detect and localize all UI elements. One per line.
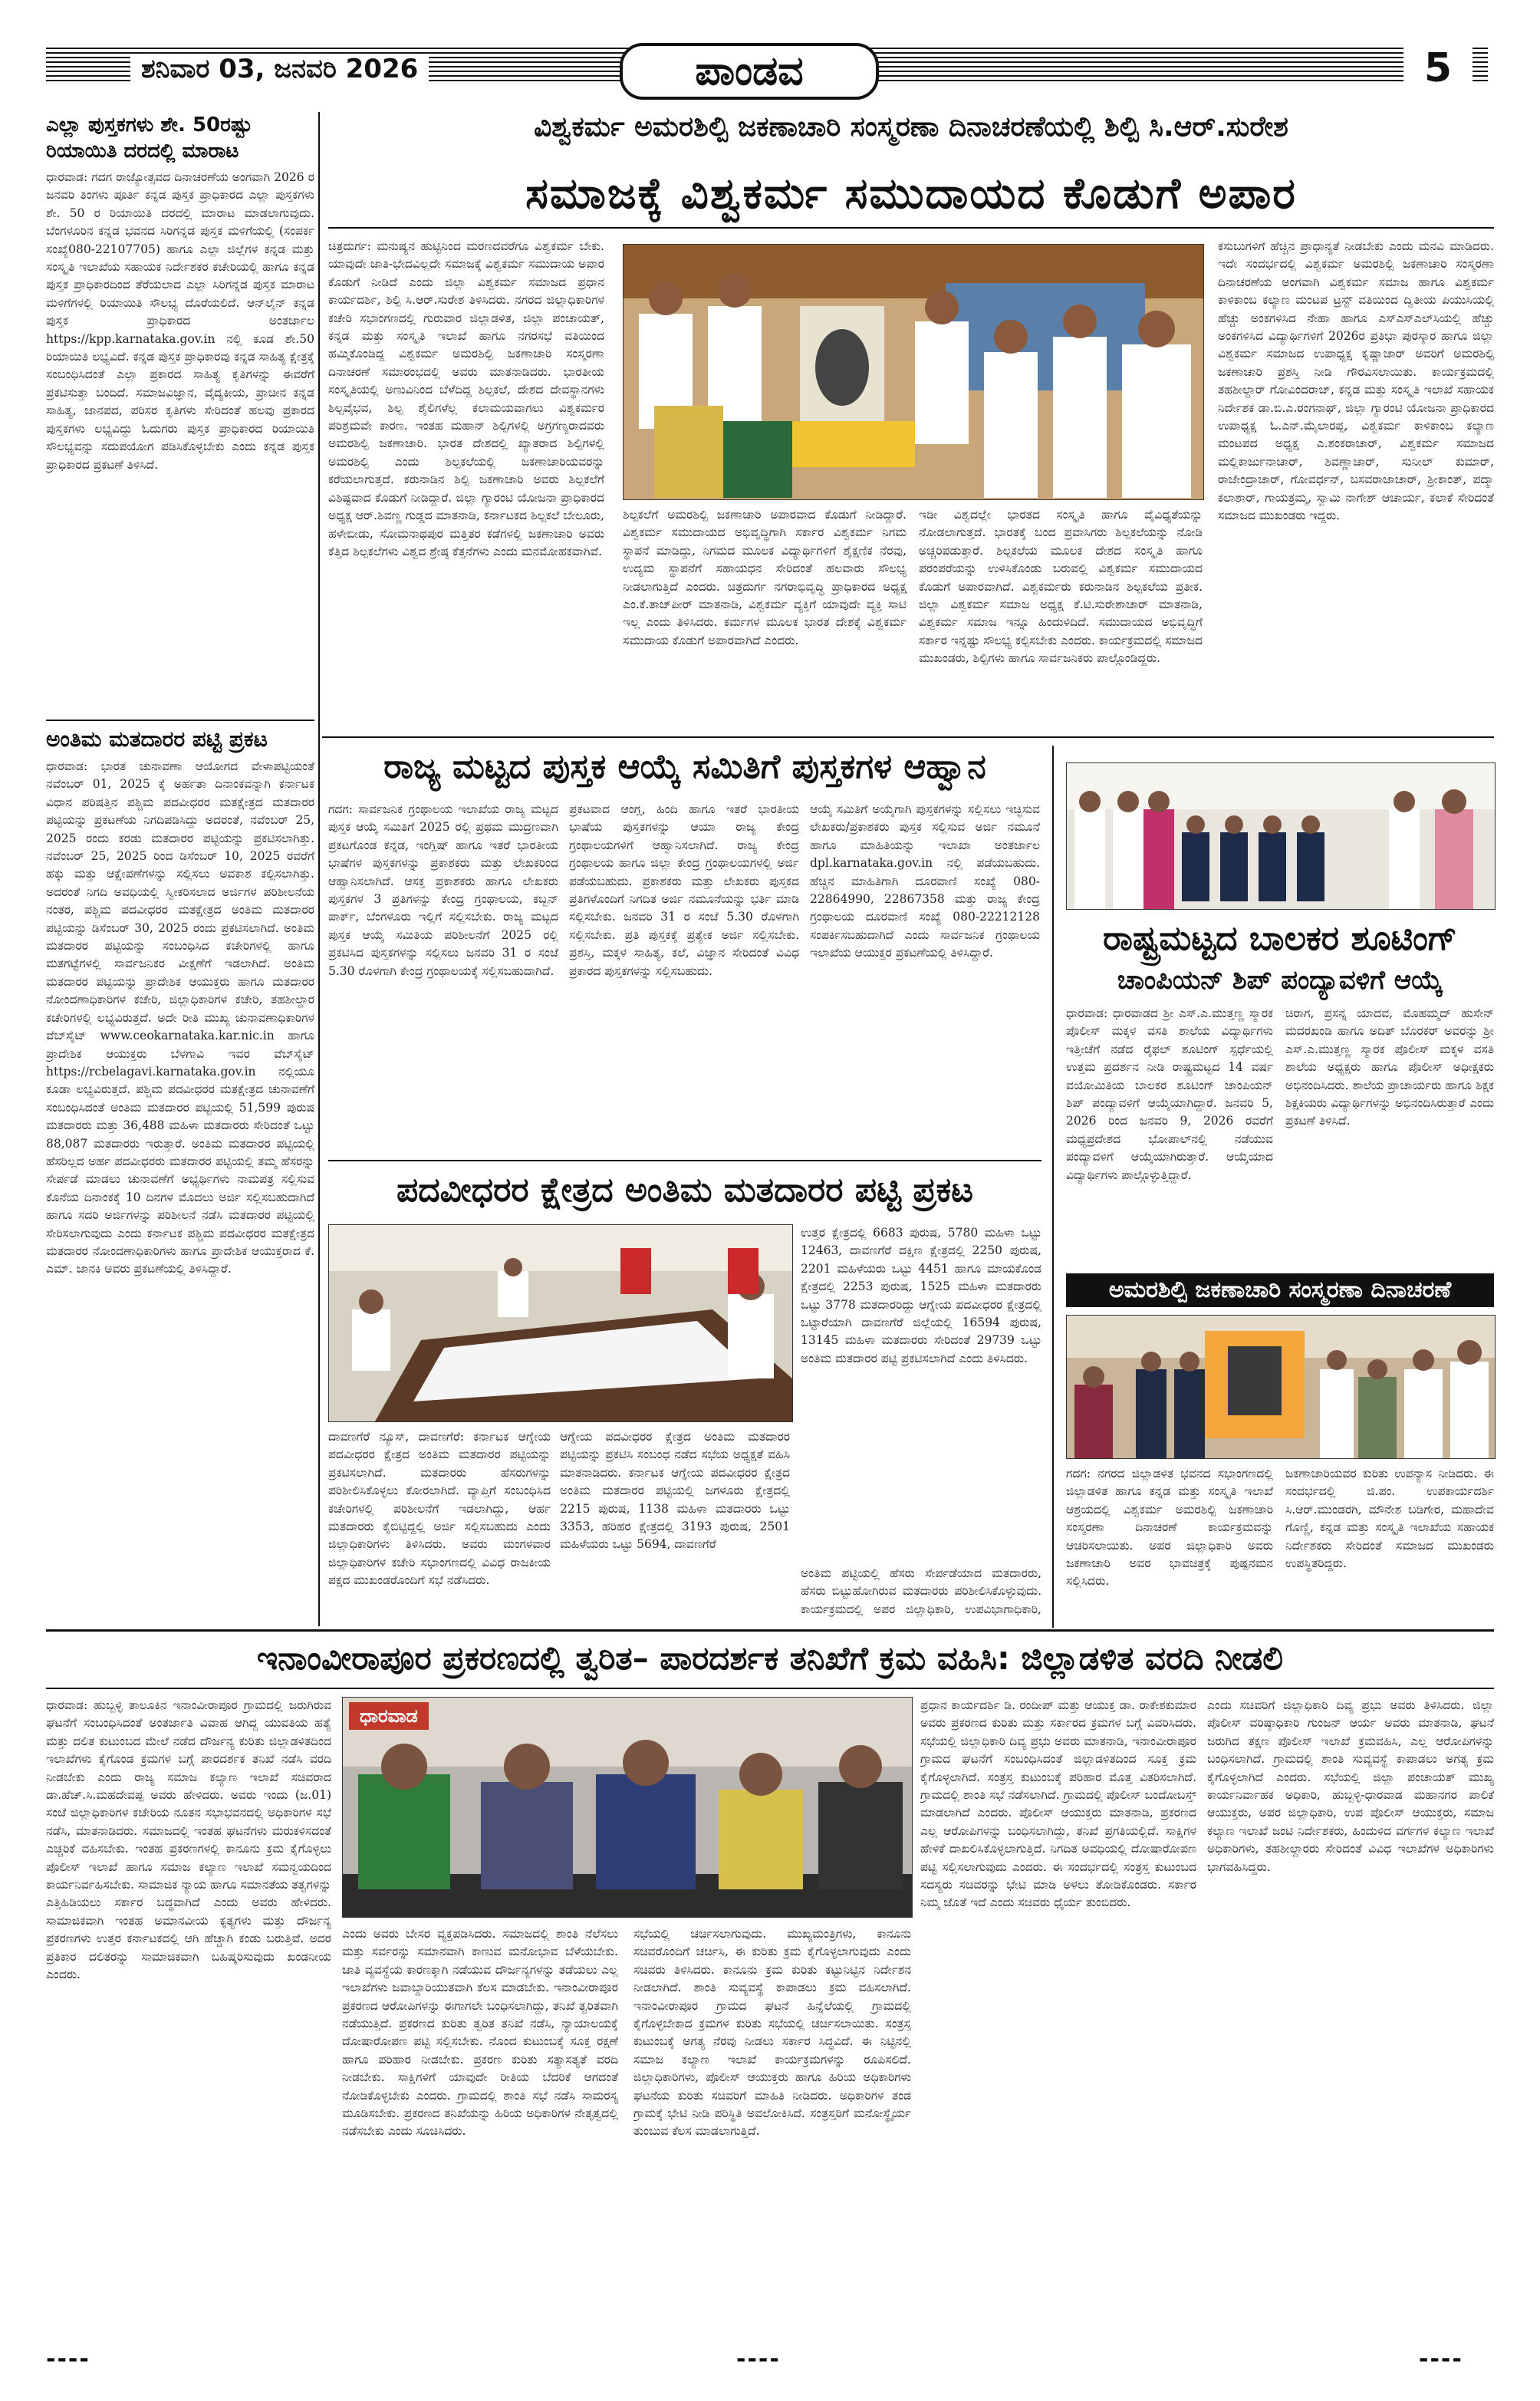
- memorial-col1: ಗದಗ: ನಗರದ ಜಿಲ್ಲಾಡಳಿತ ಭವನದ ಸಭಾಂಗಣದಲ್ಲಿ ಜಿಲ್ಲಾಡಳಿತ ಹಾಗೂ ಕನ್ನಡ ಮತ್ತು ಸಂಸ್ಕೃತಿ ಇಲಾಖೆ ಆಶ್ರಯದಲ್ಲಿ ವಿಶ್ವಕರ್ಮ ಅಮರಶಿಲ್ಪಿ ಜಕಣಾಚಾರಿ ಸಂಸ್ಮರಣಾ ದಿನಾಚರಣೆ ಕಾರ್ಯಕ್ರಮವನ್ನು ಆಚರಿಸಲಾಯಿತು. ಅಪರ ಜಿಲ್ಲಾಧಿಕಾರಿ ಅವರು ಜಕಣಾಚಾರಿ ಅವರ ಭಾವಚಿತ್ರಕ್ಕೆ ಪುಷ್ಪನಮನ ಸಲ್ಲಿಸಿದರು.: [1066, 1467, 1273, 1589]
- book-headline: ರಾಜ್ಯ ಮಟ್ಟದ ಪುಸ್ತಕ ಆಯ್ಕೆ ಸಮಿತಿಗೆ ಪುಸ್ತಕಗಳ ಆಹ್ವಾನ: [383, 747, 986, 786]
- bottom-photo-label: ಧಾರವಾಡ: [349, 1702, 429, 1730]
- voters-side: ಉತ್ತರ ಕ್ಷೇತ್ರದಲ್ಲಿ 6683 ಪುರುಷ, 5780 ಮಹಿಳಾ ಒಟ್ಟು 12463, ದಾವಣಗೆರೆ ದಕ್ಷಿಣ ಕ್ಷೇತ್ರದಲ್ಲಿ 2250 ಪುರುಷ, 2201 ಮಹಿಳೆಯರು ಒಟ್ಟು 4451 ಹಾಗೂ ಮಾಯಕೊಂಡ ಕ್ಷೇತ್ರದಲ್ಲಿ 2253 ಪುರುಷ, 1525 ಮಹಿಳಾ ಮತದಾರರು ಒಟ್ಟು 3778 ಮತದಾರರಿದ್ದು ಆಗ್ನೇಯ ಪದವೀಧರರ ಕ್ಷೇತ್ರದಲ್ಲಿ ಒಟ್ಟಾರೆಯಾಗಿ ದಾವಣಗೆರೆ ಜಿಲ್ಲೆಯಲ್ಲಿ 16594 ಪುರುಷ, 13145 ಮಹಿಳಾ ಮತದಾರರು ಸೇರಿದಂತೆ 29739 ಒಟ್ಟು ಅಂತಿಮ ಮತದಾರರ ಪಟ್ಟಿ ಪ್ರಕಟಿಸಲಾಗಿದೆ ಎಂದು ತಿಳಿಸಿದರು.: [801, 1226, 1041, 1365]
- lead-col1: ಚಿತ್ರದುರ್ಗ: ಮನುಷ್ಯನ ಹುಟ್ಟಿನಿಂದ ಮರಣದವರೆಗೂ ವಿಶ್ವಕರ್ಮ ಬೇಕು. ಯಾವುದೇ ಜಾತಿ-ಭೇದವಿಲ್ಲದೇ ಸಮಾಜಕ್ಕೆ ವಿಶ್ವಕರ್ಮ ಸಮುದಾಯ ಅಪಾರ ಕೊಡುಗೆ ನೀಡಿದೆ ಎಂದು ಜಿಲ್ಲಾ ವಿಶ್ವಕರ್ಮ ಸಮಾಜದ ಪ್ರಧಾನ ಕಾರ್ಯದರ್ಶಿ, ಶಿಲ್ಪಿ ಸಿ.ಆರ್.ಸುರೇಶ ತಿಳಿಸಿದರು. ನಗರದ ಜಿಲ್ಲಾಧಿಕಾರಿಗಳ ಕಚೇರಿ ಸಭಾಂಗಣದಲ್ಲಿ ಗುರುವಾರ ಜಿಲ್ಲಾಡಳಿತ, ಜಿಲ್ಲಾ ಪಂಚಾಯತ್, ಕನ್ನಡ ಮತ್ತು ಸಂಸ್ಕೃತಿ ಇಲಾಖೆ ಹಾಗೂ ನಗರಸಭೆ ವತಿಯಿಂದ ಹಮ್ಮಿಕೊಂಡಿದ್ದ ವಿಶ್ವಕರ್ಮ ಅಮರಶಿಲ್ಪಿ ಜಕಣಾಚಾರಿ ಸಂಸ್ಮರಣಾ ದಿನಾಚರಣೆ ಸಮಾರಂಭದಲ್ಲಿ ಅವರು ಮಾತನಾಡಿದರು. ಭಾರತೀಯ ಸಂಸ್ಕೃತಿಯಲ್ಲಿ ಅಣುವಿನಿಂದ ಬೆಳೆದಿದ್ದ ಶಿಲ್ಪಕಲೆ, ದೇಶದ ದೇವಸ್ಥಾನಗಳು ಶಿಲ್ಪವೈಭವ, ಶಿಲ್ಪ ಶೈಲಿಗಳೆಲ್ಲ ಕಲಾಮಯವಾಗಲು ವಿಶ್ವಕರ್ಮರ ಪರಿಶ್ರಮವೇ ಕಾರಣ. ಇಂತಹ ಮಹಾನ್ ಶಿಲ್ಪಿಗಳಲ್ಲಿ ಅಗ್ರಗಣ್ಯರಾದವರು ಅಮರಶಿಲ್ಪಿ ಜಕಣಾಚಾರಿ. ಭಾರತ ದೇಶದಲ್ಲಿ ಖ್ಯಾತರಾದ ಶಿಲ್ಪಿಗಳಲ್ಲಿ ಅಮರಶಿಲ್ಪಿ ಎಂದು ಶಿಲ್ಪಕಲೆಯಲ್ಲಿ ಜಕಣಾಚಾರಿಯವರನ್ನು ಕರೆಯಲಾಗುತ್ತದೆ. ಕರುನಾಡಿನ ಶಿಲ್ಪಿ ಜಕಣಾಚಾರಿ ಅವರು ಶಿಲ್ಪಕಲೆಗೆ ವಿಶಿಷ್ಟವಾದ ಕೊಡುಗೆ ನೀಡಿದ್ದಾರೆ. ಜಿಲ್ಲಾ ಗ್ಯಾರಂಟಿ ಯೋಜನಾ ಪ್ರಾಧಿಕಾರದ ಅಧ್ಯಕ್ಷ ಆರ್.ಶಿವಣ್ಣ ಗುಡ್ಡದ ಮಾತನಾಡಿ, ಕರ್ನಾಟಕದ ಶಿಲ್ಪಕಲೆ ಬೇಲೂರು, ಹಳೇಬೀಡು, ಸೋಮನಾಥಪುರ ಮತ್ತಿತರ ಕಡೆಗಳಲ್ಲಿ ಜಕಣಾಚಾರಿ ಅವರು ಕೆತ್ತಿದ ಶಿಲ್ಪಕಲೆಗಳು ವಿಶ್ವದ ಶ್ರೇಷ್ಠ ಕೆತ್ತನೆಗಳು ಎಂದು ಮನಮೋಹಕವಾಗಿವೆ.: [328, 239, 604, 558]
- lead-col4: ಕಸುಬುಗಳಿಗೆ ಹೆಚ್ಚಿನ ಪ್ರಾಧಾನ್ಯತೆ ನೀಡಬೇಕು ಎಂದು ಮನವಿ ಮಾಡಿದರು. ಇದೇ ಸಂದರ್ಭದಲ್ಲಿ ವಿಶ್ವಕರ್ಮ ಅಮರಶಿಲ್ಪಿ ಜಕಣಾಚಾರಿ ಸಂಸ್ಮರಣಾ ದಿನಾಚರಣೆಯ ಅಂಗವಾಗಿ ವಿಶ್ವಕರ್ಮ ಸಮಾಜ ಹಾಗೂ ವಿಶ್ವಕರ್ಮ ಕಾಳಿಕಾಂಬ ಕಲ್ಯಾಣ ಮಂಟಪ ಟ್ರಸ್ಟ್ ವತಿಯಿಂದ ದ್ವಿತೀಯ ಪಿಯುಸಿಯಲ್ಲಿ ಹೆಚ್ಚು ಅಂಕಗಳಿಸಿದ ನೇಹಾ ಹಾಗೂ ಎಸ್‌ಎಸ್‌ಎಲ್‌ಸಿಯಲ್ಲಿ ಹೆಚ್ಚು ಅಂಕಗಳಿಸಿದ ವಿದ್ಯಾರ್ಥಿಗಳಿಗೆ 2026ರ ಪ್ರತಿಭಾ ಪುರಸ್ಕಾರ ಹಾಗೂ ಜಿಲ್ಲಾ ವಿಶ್ವಕರ್ಮ ಸಮಾಜದ ಉಪಾಧ್ಯಕ್ಷ ಕೃಷ್ಣಾಚಾರ್ ಅವರಿಗೆ ಅಮರಶಿಲ್ಪಿ ಜಕಣಾಚಾರಿ ಪ್ರಶಸ್ತಿ ನೀಡಿ ಗೌರವಿಸಲಾಯಿತು. ಕಾರ್ಯಕ್ರಮದಲ್ಲಿ ತಹಶೀಲ್ದಾರ್ ಗೋವಿಂದರಾಜ್, ಕನ್ನಡ ಮತ್ತು ಸಂಸ್ಕೃತಿ ಇಲಾಖೆ ಸಹಾಯಕ ನಿರ್ದೇಶಕ ಡಾ.ಬಿ.ಎ.ರಂಗನಾಥ್, ಜಿಲ್ಲಾ ಗ್ಯಾರಂಟಿ ಯೋಜನಾ ಪ್ರಾಧಿಕಾರದ ಉಪಾಧ್ಯಕ್ಷ ಓ.ಎನ್.ಮೈಲಾರಪ್ಪ, ವಿಶ್ವಕರ್ಮ ಕಾಳಿಕಾಂಬ ಕಲ್ಯಾಣ ಮಂಟಪದ ಅಧ್ಯಕ್ಷ ಎ.ಶಂಕರಾಚಾರ್, ವಿಶ್ವಕರ್ಮ ಸಮಾಜದ ಮಲ್ಲಿಕಾರ್ಜುನಾಚಾರ್, ಶಿವಣ್ಣಾಚಾರ್, ಸುನೀಲ್ ಕುಮಾರ್, ರಾಜೇಂದ್ರಾಚಾರ್, ಗೋವರ್ಧನ್, ಬಸವರಾಜಾಚಾರ್, ಶ್ರೀಕಾಂತ್, ಪದ್ಮಾ ಕಲಾಶಾರ್, ಗಾಯತ್ರಮ್ಮ, ಸ್ವಾಮಿ ನಾಗೇಶ್ ಆಚಾರ್ಯ, ಕಲಾಕೆ ಸೇರಿದಂತೆ ಸಮಾಜದ ಮುಖಂಡರು ಇದ್ದರು.: [1218, 239, 1494, 523]
- footer-right-marker: ----: [1419, 2346, 1463, 2373]
- sidebar-story2-headline: ಅಂತಿಮ ಮತದಾರರ ಪಟ್ಟಿ ಪ್ರಕಟ: [46, 726, 268, 752]
- lead-headline: ಸಮಾಜಕ್ಕೆ ವಿಶ್ವಕರ್ಮ ಸಮುದಾಯದ ಕೊಡುಗೆ ಅಪಾರ: [525, 169, 1297, 219]
- lead-kicker: ವಿಶ್ವಕರ್ಮ ಅಮರಶಿಲ್ಪಿ ಜಕಣಾಚಾರಿ ಸಂಸ್ಮರಣಾ ದಿನಾಚರಣೆಯಲ್ಲಿ ಶಿಲ್ಪಿ ಸಿ.ಆರ್.ಸುರೇಶ: [534, 111, 1288, 143]
- footer-left-marker: ----: [46, 2346, 90, 2373]
- bottom-headline: ಇನಾಂವೀರಾಪೂರ ಪ್ರಕರಣದಲ್ಲಿ ತ್ವರಿತ– ಪಾರದರ್ಶಕ ತನಿಖೆಗೆ ಕ್ರಮ ವಹಿಸಿ: ಜಿಲ್ಲಾಡಳಿತ ವರದಿ ನೀಡಲಿ: [256, 1639, 1284, 1677]
- book-col3: ಆಯ್ಕೆ ಸಮಿತಿಗೆ ಅಯ್ಕೆಗಾಗಿ ಪುಸ್ತಕಗಳನ್ನು ಸಲ್ಲಿಸಲು ಇಚ್ಛಿಸುವ ಲೇಖಕರು/ಪ್ರಕಾಶಕರು ಪುಸ್ತಕ ಸಲ್ಲಿಸುವ ಅರ್ಜಿ ನಮೂನೆ ಹಾಗೂ ಮಾಹಿತಿಯನ್ನು ಇಲಾಖಾ ಅಂತರ್ಜಾಲ dpl.karnataka.gov.in ನಲ್ಲಿ ಪಡೆಯಬಹುದು. ಹೆಚ್ಚಿನ ಮಾಹಿತಿಗಾಗಿ ದೂರವಾಣಿ ಸಂಖ್ಯೆ 080-22864990, 22867358 ಮತ್ತು ರಾಜ್ಯ ಕೇಂದ್ರ ಗ್ರಂಥಾಲಯ ದೂರವಾಣಿ ಸಂಖ್ಯೆ 080-22212128 ಸಂಪರ್ಕಿಸಬಹುದಾಗಿದೆ ಎಂದು ಸಾರ್ವಜನಿಕ ಗ್ರಂಥಾಲಯ ಇಲಾಖೆಯ ಆಯುಕ್ತರ ಪ್ರಕಟಣೆಯಲ್ಲಿ ತಿಳಿಸಿದ್ದಾರೆ.: [810, 802, 1040, 960]
- memorial-headline: ಅಮರಶಿಲ್ಪಿ ಜಕಣಾಚಾರಿ ಸಂಸ್ಮರಣಾ ದಿನಾಚರಣೆ: [1066, 1273, 1494, 1307]
- bottom-col1: ಧಾರವಾಡ: ಹುಬ್ಬಳ್ಳಿ ತಾಲೂಕಿನ ಇನಾಂವೀರಾಪೂರ ಗ್ರಾಮದಲ್ಲಿ ಜರುಗಿರುವ ಘಟನೆಗೆ ಸಂಬಂಧಿಸಿದಂತೆ ಅಂತರ್ಜಾತಿ ವಿವಾಹ ಆಗಿದ್ದ ಯುವತಿಯ ಹತ್ಯೆ ಮತ್ತು ದಲಿತ ಕುಟುಂಬದ ಮೇಲೆ ನಡೆದ ದೌರ್ಜನ್ಯ ಕುರಿತು ಜಿಲ್ಲಾಡಳಿತದಿಂದ ಇಲಾಖೆಗಳು ಕೈಗೊಂಡ ಕ್ರಮಗಳ ಬಗ್ಗೆ ಪಾರದರ್ಶಕ ತನಿಖೆ ನಡೆಸಿ ವರದಿ ನೀಡಬೇಕು ಎಂದು ರಾಜ್ಯ ಸಮಾಜ ಕಲ್ಯಾಣ ಇಲಾಖೆ ಸಚಿವರಾದ ಡಾ.ಹೆಚ್.ಸಿ.ಮಹದೇವಪ್ಪ ಅವರು ಹೇಳಿದರು. ಅವರು ಇಂದು (ಜ.01) ಸಂಜೆ ಜಿಲ್ಲಾಧಿಕಾರಿಗಳ ಕಚೇರಿಯ ನೂತನ ಸಭಾಭವನದಲ್ಲಿ ಅಧಿಕಾರಿಗಳ ಸಭೆ ನಡೆಸಿ, ಮಾತನಾಡಿದರು. ಸಮಾಜದಲ್ಲಿ ಇಂತಹ ಘಟನೆಗಳು ಮರುಕಳಿಸದಂತೆ ಎಚ್ಚರಿಕೆ ವಹಿಸಬೇಕು. ಇಂತಹ ಪ್ರಕರಣಗಳಲ್ಲಿ ಕಾನೂನು ಕ್ರಮ ಕೈಗೊಳ್ಳಲು ಪೊಲೀಸ್ ಇಲಾಖೆ ಹಾಗೂ ಸಮಾಜ ಕಲ್ಯಾಣ ಇಲಾಖೆ ಸಮನ್ವಯದಿಂದ ಕಾರ್ಯನಿರ್ವಹಿಸಬೇಕು. ಸಾಮಾಜಿಕ ನ್ಯಾಯ ಹಾಗೂ ಸಮಾನತೆಯ ತತ್ವಗಳನ್ನು ಎತ್ತಿಹಿಡಿಯಲು ಸರ್ಕಾರ ಬದ್ಧವಾಗಿದೆ ಎಂದು ಅವರು ಹೇಳಿದರು. ಸಾಮಾಜಿಕವಾಗಿ ಇಂತಹ ಅಮಾನವೀಯ ಕೃತ್ಯಗಳು ಮತ್ತು ದೌರ್ಜನ್ಯ ಪ್ರಕರಣಗಳು ಉತ್ತರ ಕರ್ನಾಟಕದಲ್ಲಿ ಆಗಿ ಹೆಚ್ಚಾಗಿ ಕಂಡು ಬರುತ್ತಿವೆ. ಅದರ ಪ್ರತಿಕಾರ ದಲಿತರನ್ನು ಸಾಮಾಜಿಕವಾಗಿ ಬಹಿಷ್ಕರಿಸುವುದು ಖಂಡನೀಯ ಎಂದರು.: [46, 1698, 331, 1982]
- book-col2: ಪ್ರಕಟವಾದ ಆಂಗ್ಲ, ಹಿಂದಿ ಹಾಗೂ ಇತರೆ ಭಾರತೀಯ ಭಾಷೆಯ ಪುಸ್ತಕಗಳನ್ನು ಆಯಾ ರಾಜ್ಯ ಕೇಂದ್ರ ಗ್ರಂಥಾಲಯಗಳಿಗೆ ಆಹ್ವಾನಿಸಲಾಗಿದೆ. ರಾಜ್ಯ ಕೇಂದ್ರ ಗ್ರಂಥಾಲಯ ಹಾಗೂ ಜಿಲ್ಲಾ ಕೇಂದ್ರ ಗ್ರಂಥಾಲಯಗಳಲ್ಲಿ ಅರ್ಜಿ ಪಡೆಯಬಹುದು. ಪ್ರಕಾಶಕರು ಮತ್ತು ಲೇಖಕರು ಪುಸ್ತಕದ ಪ್ರತಿಗಳೊಂದಿಗೆ ನಿಗದಿತ ಅರ್ಜಿ ನಮೂನೆಯನ್ನು ಭರ್ತಿ ಮಾಡಿ ಸಲ್ಲಿಸಬೇಕು. ಜನವರಿ 31 ರ ಸಂಜೆ 5.30 ರೊಳಗಾಗಿ ಸಲ್ಲಿಸಬೇಕು. ಪ್ರತಿ ಪುಸ್ತಕಕ್ಕೆ ಪ್ರತ್ಯೇಕ ಅರ್ಜಿ ಸಲ್ಲಿಸಬೇಕು. ಪ್ರಶಸ್ತಿ, ಮಕ್ಕಳ ಸಾಹಿತ್ಯ, ಕಲೆ, ವಿಜ್ಞಾನ ಸೇರಿದಂತೆ ವಿವಿಧ ಪ್ರಕಾರದ ಪುಸ್ತಕಗಳನ್ನು ಸಲ್ಲಿಸಬಹುದು.: [569, 802, 799, 978]
- memorial-col2: ಜಕಣಾಚಾರಿಯವರ ಕುರಿತು ಉಪನ್ಯಾಸ ನೀಡಿದರು. ಈ ಸಂದರ್ಭದಲ್ಲಿ ಜಿ.ಪಂ. ಉಪಕಾರ್ಯದರ್ಶಿ ಸಿ.ಆರ್.ಮುಂಡರಗಿ, ಮೌನೇಶ ಬಡಿಗೇರ, ಮಹಾದೇವ ಗೊಣ್ಣಿ, ಕನ್ನಡ ಮತ್ತು ಸಂಸ್ಕೃತಿ ಇಲಾಖೆಯ ಸಹಾಯಕ ನಿರ್ದೇಶಕರು ಸೇರಿದಂತೆ ಸಮಾಜದ ಮುಖಂಡರು ಉಪಸ್ಥಿತರಿದ್ದರು.: [1285, 1467, 1494, 1571]
- voters-photo: [328, 1224, 793, 1422]
- sidebar-story1-body: ಧಾರವಾಡ: ಗದಗ ರಾಜ್ಯೋತ್ಸವದ ದಿನಾಚರಣೆಯ ಅಂಗವಾಗಿ 2026 ರ ಜನವರಿ ತಿಂಗಳು ಪೂರ್ತಿ ಕನ್ನಡ ಪುಸ್ತಕ ಪ್ರಾಧಿಕಾರದ ಎಲ್ಲಾ ಪುಸ್ತಕಗಳು ಶೇ. 50 ರ ರಿಯಾಯಿತಿ ದರದಲ್ಲಿ ಮಾರಾಟ ಮಾಡಲಾಗುವುದು. ಬೆಂಗಳೂರಿನ ಕನ್ನಡ ಭವನದ ಸಿರಿಗನ್ನಡ ಪುಸ್ತಕ ಮಳಿಗೆಯಲ್ಲಿ (ಸಂಪರ್ಕ ಸಂಖ್ಯೆ080-22107705) ಹಾಗೂ ಎಲ್ಲಾ ಜಿಲ್ಲೆಗಳ ಕನ್ನಡ ಮತ್ತು ಸಂಸ್ಕೃತಿ ಇಲಾಖೆಯ ಸಹಾಯಕ ನಿರ್ದೇಶಕರ ಕಚೇರಿಯಲ್ಲಿ ಹಾಗೂ ಕನ್ನಡ ಪುಸ್ತಕ ಪ್ರಾಧಿಕಾರದಿಂದ ತೆರೆಯಲಾದ ಎಲ್ಲಾ ಸಿರಿಗನ್ನಡ ಪುಸ್ತಕ ಮಾರಾಟ ಮಳಿಗೆಗಳಲ್ಲಿ ರಿಯಾಯಿತಿ ಸೌಲಭ್ಯ ದೊರೆಯಲಿದೆ. ಆನ್‌ಲೈನ್ ಕನ್ನಡ ಪುಸ್ತಕ ಪ್ರಾಧಿಕಾರದ ಅಂತರ್ಜಾಲ https://kpp.karnataka.gov.in ನಲ್ಲಿ ಕೂಡ ಶೇ.50 ರಿಯಾಯಿತಿ ಲಭ್ಯವಿದೆ. ಕನ್ನಡ ಪುಸ್ತಕ ಪ್ರಾಧಿಕಾರವು ಕನ್ನಡ ಸಾಹಿತ್ಯ ಕ್ಷೇತ್ರಕ್ಕೆ ಸಂಬಂಧಿಸಿದಂತೆ ಎಲ್ಲಾ ಪ್ರಕಾರದ ಸಾಹಿತ್ಯ ಕೃತಿಗಳನ್ನು ಈವರೆಗೆ ಪ್ರಕಟಿಸುತ್ತಾ ಬಂದಿದೆ. ಸಮಾಜವಿಜ್ಞಾನ, ವೈದ್ಯಕೀಯ, ಪ್ರಾಚೀನ ಕನ್ನಡ ಸಾಹಿತ್ಯ, ಜಾನಪದ, ಪರಿಸರ ಕೃತಿಗಳು ಸೇರಿದಂತೆ ಹಲವು ಪ್ರಕಾರದ ಪುಸ್ತಕಗಳು ಲಭ್ಯವಿದ್ದು ಓದುಗರು ಪುಸ್ತಕ ಪ್ರಾಧಿಕಾರದ ರಿಯಾಯಿತಿ ಸೌಲಭ್ಯವನ್ನು ಸದುಪಯೋಗ ಪಡಿಸಿಕೊಳ್ಳಬೇಕು ಎಂದು ಕನ್ನಡ ಪುಸ್ತಕ ಪ್ರಾಧಿಕಾರದ ಪ್ರಕಟಣೆ ತಿಳಿಸಿದೆ.: [46, 170, 314, 472]
- bottom-col5: ಎಂದು ಸಚಿವರಿಗೆ ಜಿಲ್ಲಾಧಿಕಾರಿ ದಿವ್ಯ ಪ್ರಭು ಅವರು ತಿಳಿಸಿದರು. ಜಿಲ್ಲಾ ಪೊಲೀಸ್ ವರಿಷ್ಠಾಧಿಕಾರಿ ಗುಂಜನ್ ಆರ್ಯ ಅವರು ಮಾತನಾಡಿ, ಘಟನೆ ಜರುಗಿದ ತಕ್ಷಣ ಪೊಲೀಸ್ ಇಲಾಖೆ ಕ್ರಮವಹಿಸಿ, ಎಲ್ಲ ಆರೋಪಿಗಳನ್ನು ಬಂಧಿಸಲಾಗಿದೆ. ಗ್ರಾಮದಲ್ಲಿ ಶಾಂತಿ ಸುವ್ಯವಸ್ಥೆ ಕಾಪಾಡಲು ಅಗತ್ಯ ಕ್ರಮ ಕೈಗೊಳ್ಳಲಾಗಿದೆ ಎಂದರು. ಸಭೆಯಲ್ಲಿ ಜಿಲ್ಲಾ ಪಂಚಾಯತ್ ಮುಖ್ಯ ಕಾರ್ಯನಿರ್ವಾಹಕ ಅಧಿಕಾರಿ, ಹುಬ್ಬಳ್ಳಿ-ಧಾರವಾಡ ಮಹಾನಗರ ಪಾಲಿಕೆ ಆಯುಕ್ತರು, ಅಪರ ಜಿಲ್ಲಾಧಿಕಾರಿ, ಉಪ ಪೊಲೀಸ್ ಆಯುಕ್ತರು, ಸಮಾಜ ಕಲ್ಯಾಣ ಇಲಾಖೆ ಜಂಟಿ ನಿರ್ದೇಶಕರು, ಹಿಂದುಳಿದ ವರ್ಗಗಳ ಕಲ್ಯಾಣ ಇಲಾಖೆ ಅಧಿಕಾರಿಗಳು, ತಹಶೀಲ್ದಾರರು ಸೇರಿದಂತೆ ವಿವಿಧ ಇಲಾಖೆಗಳ ಅಧಿಕಾರಿಗಳು ಭಾಗವಹಿಸಿದ್ದರು.: [1207, 1698, 1494, 1874]
- issue-date: ಶನಿವಾರ 03, ಜನವರಿ 2026: [130, 54, 429, 84]
- boys-col2: ಚಿರಾಗ, ಪ್ರಸನ್ನ ಯಾದವ, ಮೊಹಮ್ಮದ್ ಹುಸೇನ್ ಮದರಖಂಡಿ ಹಾಗೂ ಅದಿತ್ ಬೊರಕರ್ ಅವರನ್ನು ಶ್ರೀ ಎಸ್.ಎ.ಮುತ್ತಣ್ಣ ಸ್ಮಾರಕ ಪೊಲೀಸ್ ಮಕ್ಕಳ ವಸತಿ ಶಾಲೆಯ ಅಧ್ಯಕ್ಷರು ಹಾಗೂ ಪೊಲೀಸ್ ಅಧೀಕ್ಷಕರು ಅಭಿನಂದಿಸಿದರು. ಶಾಲೆಯ ಪ್ರಾಚಾರ್ಯರು ಹಾಗೂ ಶಿಕ್ಷಕ ಶಿಕ್ಷಕಿಯರು ವಿದ್ಯಾರ್ಥಿಗಳನ್ನು ಅಭಿನಂದಿಸಿರುತ್ತಾರೆ ಎಂದು ಪ್ರಕಟಣೆ ತಿಳಿಸಿದೆ.: [1285, 1006, 1494, 1128]
- memorial-photo: [1066, 1315, 1496, 1459]
- page-number: 5: [1403, 44, 1473, 92]
- voters-col1: ದಾವಣಗೆರೆ ನ್ಯೂಸ್, ದಾವಣಗೆರೆ: ಕರ್ನಾಟಕ ಆಗ್ನೇಯ ಪದವೀಧರರ ಕ್ಷೇತ್ರದ ಅಂತಿಮ ಮತದಾರರ ಪಟ್ಟಿಯನ್ನು ಪ್ರಕಟಿಸಲಾಗಿದೆ. ಮತದಾರರು ಹೆಸರುಗಳನ್ನು ಪರಿಶೀಲಿಸಿಕೊಳ್ಳಲು ಕೋರಲಾಗಿದೆ. ವ್ಯಾಪ್ತಿಗೆ ಸಂಬಂಧಿಸಿದ ಕಚೇರಿಗಳಲ್ಲಿ ಪರಿಶೀಲನೆಗೆ ಇಡಲಾಗಿದ್ದು, ಆರ್ಹ ಮತದಾರರು ಕೈಬಿಟ್ಟಿದ್ದಲ್ಲಿ ಅರ್ಜಿ ಸಲ್ಲಿಸಬಹುದು ಎಂದು ಜಿಲ್ಲಾಧಿಕಾರಿಗಳು ತಿಳಿಸಿದರು. ಅವರು ಮಂಗಳವಾರ ಜಿಲ್ಲಾಧಿಕಾರಿಗಳ ಕಚೇರಿ ಸಭಾಂಗಣದಲ್ಲಿ ವಿವಿಧ ರಾಜಕೀಯ ಪಕ್ಷದ ಮುಖಂಡರೊಂದಿಗೆ ಸಭೆ ನಡೆಸಿದರು.: [328, 1430, 551, 1588]
- bottom-col3: ಸಭೆಯಲ್ಲಿ ಚರ್ಚಿಸಲಾಗುವುದು. ಮುಖ್ಯಮಂತ್ರಿಗಳು, ಕಾನೂನು ಸಚಿವರೊಂದಿಗೆ ಚರ್ಚಿಸಿ, ಈ ಕುರಿತು ಕ್ರಮ ಕೈಗೊಳ್ಳಲಾಗುವುದು ಎಂದು ಸಚಿವರು ತಿಳಿಸಿದರು. ಕಾನೂನು ಕ್ರಮ ಕುರಿತು ಕಟ್ಟುನಿಟ್ಟಿನ ನಿರ್ದೇಶನ ನೀಡಲಾಗಿದೆ. ಶಾಂತಿ ಸುವ್ಯವಸ್ಥೆ ಕಾಪಾಡಲು ಕ್ರಮ ವಹಿಸಲಾಗಿದೆ. ಇನಾಂವೀರಾಪೂರ ಗ್ರಾಮದ ಘಟನೆ ಹಿನ್ನೆಲೆಯಲ್ಲಿ ಗ್ರಾಮದಲ್ಲಿ ಕೈಗೊಳ್ಳಬೇಕಾದ ಕ್ರಮಗಳ ಕುರಿತು ಸಭೆಯಲ್ಲಿ ಚರ್ಚಿಸಲಾಯಿತು. ಸಂತ್ರಸ್ತ ಕುಟುಂಬಕ್ಕೆ ಅಗತ್ಯ ನೆರವು ನೀಡಲು ಸರ್ಕಾರ ಸಿದ್ಧವಿದೆ. ಈ ನಿಟ್ಟಿನಲ್ಲಿ ಸಮಾಜ ಕಲ್ಯಾಣ ಇಲಾಖೆ ಕಾರ್ಯಕ್ರಮಗಳನ್ನು ರೂಪಿಸಲಿದೆ. ಜಿಲ್ಲಾಧಿಕಾರಿಗಳು, ಪೊಲೀಸ್ ಆಯುಕ್ತರು ಹಾಗೂ ಹಿರಿಯ ಅಧಿಕಾರಿಗಳು ಘಟನೆಯ ಕುರಿತು ಸಚಿವರಿಗೆ ಮಾಹಿತಿ ನೀಡಿದರು. ಅಧಿಕಾರಿಗಳ ತಂಡ ಗ್ರಾಮಕ್ಕೆ ಭೇಟಿ ನೀಡಿ ಪರಿಸ್ಥಿತಿ ಅವಲೋಕಿಸಿದೆ. ಸಂತ್ರಸ್ತರಿಗೆ ಮನೋಸ್ಥೈರ್ಯ ತುಂಬುವ ಕೆಲಸ ಮಾಡಲಾಗುತ್ತಿದೆ.: [633, 1927, 911, 2139]
- footer-center-marker: ----: [736, 2346, 781, 2373]
- lead-col3: ಇಡೀ ವಿಶ್ವದಲ್ಲೇ ಭಾರತದ ಸಂಸ್ಕೃತಿ ಹಾಗೂ ವೈವಿಧ್ಯತೆಯನ್ನು ನೋಡಲಾಗುತ್ತದೆ. ಭಾರತಕ್ಕೆ ಬಂದ ಪ್ರವಾಸಿಗರು ಶಿಲ್ಪಕಲೆಯನ್ನು ನೋಡಿ ಅಚ್ಚರಿಪಡುತ್ತಾರೆ. ಶಿಲ್ಪಕಲೆಯ ಮೂಲಕ ದೇಶದ ಸಂಸ್ಕೃತಿ ಹಾಗೂ ಪರಂಪರೆಯನ್ನು ಉಳಿಸಿಕೊಂಡು ಬರುವಲ್ಲಿ ವಿಶ್ವಕರ್ಮ ಸಮುದಾಯದ ಕೊಡುಗೆ ಅಪಾರವಾಗಿದೆ. ವಿಶ್ವಕರ್ಮರು ಕರುನಾಡಿನ ಶಿಲ್ಪಕಲೆಯ ಪ್ರತೀಕ. ಜಿಲ್ಲಾ ವಿಶ್ವಕರ್ಮ ಸಮಾಜ ಅಧ್ಯಕ್ಷ ಕೆ.ಟಿ.ಸುರೇಶಾಚಾರ್ ಮಾತನಾಡಿ, ವಿಶ್ವಕರ್ಮ ಸಮಾಜ ಇನ್ನೂ ಹಿಂದುಳಿದಿದೆ. ಸಮುದಾಯದ ಅಭಿವೃದ್ಧಿಗೆ ಸರ್ಕಾರ ಇನ್ನಷ್ಟು ಸೌಲಭ್ಯ ಕಲ್ಪಿಸಬೇಕು ಎಂದರು. ಕಾರ್ಯಕ್ರಮದಲ್ಲಿ ಸಮಾಜದ ಮುಖಂಡರು, ಶಿಲ್ಪಿಗಳು ಹಾಗೂ ಸಾರ್ವಜನಿಕರು ಪಾಲ್ಗೊಂಡಿದ್ದರು.: [919, 508, 1203, 666]
- boys-headline: ರಾಷ್ಟ್ರಮಟ್ಟದ ಬಾಲಕರ ಶೂಟಿಂಗ್: [1103, 919, 1457, 958]
- boys-subheadline: ಚಾಂಪಿಯನ್ ಶಿಪ್ ಪಂದ್ಯಾವಳಿಗೆ ಆಯ್ಕೆ: [1117, 965, 1443, 996]
- sidebar: [46, 112, 314, 1626]
- lead-col2: ಶಿಲ್ಪಕಲೆಗೆ ಅಮರಶಿಲ್ಪಿ ಜಕಣಾಚಾರಿ ಅಪಾರವಾದ ಕೊಡುಗೆ ನೀಡಿದ್ದಾರೆ. ವಿಶ್ವಕರ್ಮ ಸಮುದಾಯದ ಅಭಿವೃದ್ಧಿಗಾಗಿ ಸರ್ಕಾರ ವಿಶ್ವಕರ್ಮ ನಿಗಮ ಸ್ಥಾಪನೆ ಮಾಡಿದ್ದು, ನಿಗಮದ ಮೂಲಕ ವಿದ್ಯಾರ್ಥಿಗಳಿಗೆ ಶೈಕ್ಷಣಿಕ ನೆರವು, ಉದ್ಯಮ ಸ್ಥಾಪನೆಗೆ ಸಹಾಯಧನ ಸೇರಿದಂತೆ ಹಲವಾರು ಸೌಲಭ್ಯ ನೀಡಲಾಗುತ್ತಿದೆ ಎಂದರು. ಚಿತ್ರದುರ್ಗ ನಗರಾಭಿವೃದ್ಧಿ ಪ್ರಾಧಿಕಾರದ ಅಧ್ಯಕ್ಷ ಎಂ.ಕೆ.ತಾಜ್‌ಪೀರ್ ಮಾತನಾಡಿ, ವಿಶ್ವಕರ್ಮ ವ್ಯಕ್ತಿಗೆ ಯಾವುದೇ ವ್ಯಕ್ತಿ ಸಾಟಿ ಇಲ್ಲ ಎಂದು ತಿಳಿಸಿದರು. ಕರ್ಮಗಳ ಮೂಲಕ ಭಾರತ ದೇಶಕ್ಕೆ ವಿಶ್ವಕರ್ಮ ಸಮುದಾಯ ಕೊಡುಗೆ ಅಪಾರವಾಗಿದೆ ಎಂದರು.: [623, 508, 907, 647]
- bottom-col4: ಪ್ರಧಾನ ಕಾರ್ಯದರ್ಶಿ ಡಿ. ರಂದೀಪ್ ಮತ್ತು ಆಯುಕ್ತ ಡಾ. ರಾಕೇಶಕುಮಾರ ಅವರು ಪ್ರಕರಣದ ಕುರಿತು ಮತ್ತು ಸರ್ಕಾರದ ಕ್ರಮಗಳ ಬಗ್ಗೆ ವಿವರಿಸಿದರು. ಸಭೆಯಲ್ಲಿ ಜಿಲ್ಲಾಧಿಕಾರಿ ದಿವ್ಯ ಪ್ರಭು ಅವರು ಮಾತನಾಡಿ, ಇನಾಂವೀರಾಪೂರ ಗ್ರಾಮದ ಘಟನೆಗೆ ಸಂಬಂಧಿಸಿದಂತೆ ಜಿಲ್ಲಾಡಳಿತದಿಂದ ಸೂಕ್ತ ಕ್ರಮ ಕೈಗೊಳ್ಳಲಾಗಿದೆ. ಸಂತ್ರಸ್ತ ಕುಟುಂಬಕ್ಕೆ ಪರಿಹಾರ ಮೊತ್ತ ವಿತರಿಸಲಾಗಿದೆ. ಗ್ರಾಮದಲ್ಲಿ ಶಾಂತಿ ಸಭೆ ನಡೆಸಲಾಗಿದೆ. ಗ್ರಾಮದಲ್ಲಿ ಪೊಲೀಸ್ ಬಂದೋಬಸ್ತ್ ಮಾಡಲಾಗಿದೆ ಎಂದರು. ಪೊಲೀಸ್ ಆಯುಕ್ತರು ಮಾತನಾಡಿ, ಪ್ರಕರಣದ ಎಲ್ಲ ಆರೋಪಿಗಳನ್ನು ಬಂಧಿಸಲಾಗಿದ್ದು, ತನಿಖೆ ಪ್ರಗತಿಯಲ್ಲಿದೆ. ಸಾಕ್ಷಿಗಳ ಹೇಳಿಕೆ ದಾಖಲಿಸಿಕೊಳ್ಳಲಾಗುತ್ತಿದೆ. ನಿಗದಿತ ಅವಧಿಯಲ್ಲಿ ದೋಷಾರೋಪಣ ಪಟ್ಟಿ ಸಲ್ಲಿಸಲಾಗುವುದು ಎಂದರು. ಈ ಸಂದರ್ಭದಲ್ಲಿ ಸಂತ್ರಸ್ತ ಕುಟುಂಬದ ಸದಸ್ಯರು ಸಚಿವರನ್ನು ಭೇಟಿ ಮಾಡಿ ಅಳಲು ತೋಡಿಕೊಂಡರು. ಸರ್ಕಾರ ನಿಮ್ಮ ಜೊತೆ ಇದೆ ಎಂದು ಸಚಿವರು ಧೈರ್ಯ ತುಂಬಿದರು.: [920, 1698, 1196, 1910]
- bottom-col2: ಎಂದು ಅವರು ಬೇಸರ ವ್ಯಕ್ತಪಡಿಸಿದರು. ಸಮಾಜದಲ್ಲಿ ಶಾಂತಿ ನೆಲೆಸಲು ಮತ್ತು ಸರ್ವರನ್ನು ಸಮಾನವಾಗಿ ಕಾಣುವ ಮನೋಭಾವ ಬೆಳೆಯಬೇಕು. ಜಾತಿ ವ್ಯವಸ್ಥೆಯ ಕಾರಣಕ್ಕಾಗಿ ನಡೆಯುವ ದೌರ್ಜನ್ಯಗಳನ್ನು ತಡೆಯಲು ಎಲ್ಲ ಇಲಾಖೆಗಳು ಜವಾಬ್ದಾರಿಯುತವಾಗಿ ಕೆಲಸ ಮಾಡಬೇಕು. ಇನಾಂವೀರಾಪೂರ ಪ್ರಕರಣದ ಆರೋಪಿಗಳನ್ನು ಈಗಾಗಲೇ ಬಂಧಿಸಲಾಗಿದ್ದು, ತನಿಖೆ ತ್ವರಿತವಾಗಿ ನಡೆಯುತ್ತಿದೆ. ಪ್ರಕರಣದ ಕುರಿತು ತ್ವರಿತ ತನಿಖೆ ನಡೆಸಿ, ನ್ಯಾಯಾಲಯಕ್ಕೆ ದೋಷಾರೋಪಣ ಪಟ್ಟಿ ಸಲ್ಲಿಸಬೇಕು. ನೊಂದ ಕುಟುಂಬಕ್ಕೆ ಸೂಕ್ತ ರಕ್ಷಣೆ ಹಾಗೂ ಪರಿಹಾರ ನೀಡಬೇಕು. ಪ್ರಕರಣ ಕುರಿತು ಸತ್ಯಾಸತ್ಯತೆ ವರದಿ ನೀಡಬೇಕು. ಸಾಕ್ಷಿಗಳಿಗೆ ಯಾವುದೇ ರೀತಿಯ ಬೆದರಿಕೆ ಆಗದಂತೆ ನೋಡಿಕೊಳ್ಳಬೇಕು ಎಂದರು. ಗ್ರಾಮದಲ್ಲಿ ಶಾಂತಿ ಸಭೆ ನಡೆಸಿ ಸಾಮರಸ್ಯ ಮೂಡಿಸಬೇಕು. ಪ್ರಕರಣದ ತನಿಖೆಯನ್ನು ಹಿರಿಯ ಅಧಿಕಾರಿಗಳ ನೇತೃತ್ವದಲ್ಲಿ ನಡೆಸಬೇಕು ಎಂದು ಸೂಚಿಸಿದರು.: [342, 1927, 618, 2139]
- sidebar-story1-headline: ಎಲ್ಲಾ ಪುಸ್ತಕಗಳು ಶೇ. 50ರಷ್ಟು ರಿಯಾಯಿತಿ ದರದಲ್ಲಿ ಮಾರಾಟ: [46, 114, 252, 163]
- newspaper-title: ಪಾಂಡವ: [620, 43, 879, 100]
- voters-col3: ಅಂತಿಮ ಪಟ್ಟಿಯಲ್ಲಿ ಹೆಸರು ಸೇರ್ಪಡೆಯಾದ ಮತದಾರರು, ಹೆಸರು ಬಿಟ್ಟುಹೋಗಿರುವ ಮತದಾರರು ಪರಿಶೀಲಿಸಿಕೊಳ್ಳುವುದು. ಕಾರ್ಯಕ್ರಮದಲ್ಲಿ ಅಪರ ಜಿಲ್ಲಾಧಿಕಾರಿ, ಉಪವಿಭಾಗಾಧಿಕಾರಿ,: [801, 1566, 1041, 1616]
- bottom-photo: [342, 1697, 913, 1918]
- book-col1: ಗದಗ: ಸಾರ್ವಜನಿಕ ಗ್ರಂಥಾಲಯ ಇಲಾಖೆಯ ರಾಜ್ಯ ಮಟ್ಟದ ಪುಸ್ತಕ ಆಯ್ಕೆ ಸಮಿತಿಗೆ 2025 ರಲ್ಲಿ ಪ್ರಥಮ ಮುದ್ರಣವಾಗಿ ಪ್ರಕಟಗೊಂಡ ಕನ್ನಡ, ಇಂಗ್ಲಿಷ್ ಹಾಗೂ ಇತರೆ ಭಾರತೀಯ ಭಾಷೆಗಳ ಪುಸ್ತಕಗಳನ್ನು ಪ್ರಕಾಶಕರು ಮತ್ತು ಲೇಖಕರಿಂದ ಆಹ್ವಾನಿಸಲಾಗಿದೆ. ಆಸಕ್ತ ಪ್ರಕಾಶಕರು ಹಾಗೂ ಲೇಖಕರು ಪುಸ್ತಕಗಳ 3 ಪ್ರತಿಗಳನ್ನು ಕೇಂದ್ರ ಗ್ರಂಥಾಲಯ, ಕಬ್ಬನ್ ಪಾರ್ಕ್, ಬೆಂಗಳೂರು ಇಲ್ಲಿಗೆ ಸಲ್ಲಿಸಬೇಕು. ರಾಜ್ಯ ಮಟ್ಟದ ಪುಸ್ತಕ ಆಯ್ಕೆ ಸಮಿತಿಯ ಪರಿಶೀಲನೆಗೆ 2025 ರಲ್ಲಿ ಪ್ರಕಟಿಸಿದ ಪುಸ್ತಕಗಳನ್ನು ಸಲ್ಲಿಸಲು ಜನವರಿ 31 ರ ಸಂಜೆ 5.30 ರೊಳಗಾಗಿ ಕೇಂದ್ರ ಗ್ರಂಥಾಲಯಕ್ಕೆ ಸಲ್ಲಿಸಬಹುದಾಗಿದೆ.: [328, 802, 558, 978]
- boys-photo: [1066, 762, 1496, 910]
- sidebar-story2-body: ಧಾರವಾಡ: ಭಾರತ ಚುನಾವಣಾ ಆಯೋಗದ ವೇಳಾಪಟ್ಟಿಯಂತೆ ನವೆಂಬರ್ 01, 2025 ಕ್ಕೆ ಅರ್ಹತಾ ದಿನಾಂಕವನ್ನಾಗಿ ಕರ್ನಾಟಕ ವಿಧಾನ ಪರಿಷತ್ತಿನ ಪಶ್ಚಿಮ ಪದವೀಧರರ ಮತಕ್ಷೇತ್ರದ ಮತದಾರರ ಪಟ್ಟಿಯನ್ನು ಪ್ರಕಟಣೆಯ ನಿಗದಿಪಡಿಸಿದ್ದು ಅದರಂತೆ, ನವೆಂಬರ್ 25, 2025 ರಂದು ಕರಡು ಮತದಾರರ ಪಟ್ಟಿಯನ್ನು ಪ್ರಕಟಿಸಲಾಗಿತ್ತು. ನವೆಂಬರ್ 25, 2025 ರಿಂದ ಡಿಸೆಂಬರ್ 10, 2025 ರವರೆಗೆ ಹಕ್ಕು ಮತ್ತು ಆಕ್ಷೇಪಣೆಗಳನ್ನು ಸಲ್ಲಿಸಲು ಅವಕಾಶ ಕಲ್ಪಿಸಲಾಗಿತ್ತು. ಅದರಂತೆ ನಿಗದಿ ಅವಧಿಯಲ್ಲಿ ಸ್ವೀಕರಿಸಲಾದ ಅರ್ಜಿಗಳ ಪರಿಶೀಲನೆಯ ನಂತರ, ಪಶ್ಚಿಮ ಪದವೀಧರರ ಮತಕ್ಷೇತ್ರದ ಅಂತಿಮ ಮತದಾರರ ಪಟ್ಟಿಯನ್ನು ಡಿಸೆಂಬರ್ 30, 2025 ರಂದು ಪ್ರಕಟಿಸಲಾಗಿದೆ. ಅಂತಿಮ ಮತದಾರರ ಪಟ್ಟಿಯನ್ನು ಸಂಬಂಧಿಸಿದ ಕಚೇರಿಗಳಲ್ಲಿ ಹಾಗೂ ಮತಗಟ್ಟೆಗಳಲ್ಲಿ ಸಾರ್ವಜನಿಕರ ವೀಕ್ಷಣೆಗೆ ಇಡಲಾಗಿದೆ. ಅಂತಿಮ ಮತದಾರರ ಪಟ್ಟಿಯನ್ನು ಪ್ರಾದೇಶಿಕ ಆಯುಕ್ತರು ಹಾಗೂ ಮತದಾರರ ನೋಂದಣಾಧಿಕಾರಿಗಳ ಕಚೇರಿ, ಜಿಲ್ಲಾಧಿಕಾರಿಗಳ ಕಚೇರಿ, ತಹಶೀಲ್ದಾರ ಕಚೇರಿಗಳಲ್ಲಿ ಲಭ್ಯವಿರುತ್ತದೆ. ಅದೇ ರೀತಿ ಮುಖ್ಯ ಚುನಾವಣಾಧಿಕಾರಿಗಳ ವೆಬ್‌ಸೈಟ್ www.ceokarnataka.kar.nic.in ಹಾಗೂ ಪ್ರಾದೇಶಿಕ ಆಯುಕ್ತರು ಬೆಳಗಾವಿ ಇವರ ವೆಬ್‌ಸೈಟ್ https://rcbelagavi.karnataka.gov.in ನಲ್ಲಿಯೂ ಕೂಡಾ ಲಭ್ಯವಿರುತ್ತದೆ. ಪಶ್ಚಿಮ ಪದವೀಧರರ ಮತಕ್ಷೇತ್ರದ ಚುನಾವಣೆಗೆ ಸಂಬಂಧಿಸಿದಂತೆ ಅಂತಿಮ ಮತದಾರರ ಪಟ್ಟಿಯಲ್ಲಿ 51,599 ಪುರುಷ ಮತದಾರರು ಮತ್ತು 36,488 ಮಹಿಳಾ ಮತದಾರರು ಸೇರಿದಂತೆ ಒಟ್ಟು 88,087 ಮತದಾರರು ಇರುತ್ತಾರೆ. ಅಂತಿಮ ಮತದಾರರ ಪಟ್ಟಿಯಲ್ಲಿ ಹೆಸರಿಲ್ಲದ ಅರ್ಹ ಪದವೀಧರರು ಮತದಾರರ ಪಟ್ಟಿಯಲ್ಲಿ ತಮ್ಮ ಹೆಸರನ್ನು ಸೇರ್ಪಡೆ ಮಾಡಲು ಚುನಾವಣೆಗೆ ಅಭ್ಯರ್ಥಿಗಳು ನಾಮಪತ್ರ ಸಲ್ಲಿಸುವ ಕೊನೆಯ ದಿನಾಂಕಕ್ಕೆ 10 ದಿನಗಳ ಮೊದಲು ಅರ್ಜಿ ಸಲ್ಲಿಸಬಹುದಾಗಿದೆ ಹಾಗೂ ಸದರಿ ಅರ್ಜಿಗಳನ್ನು ಪರಿಶೀಲನೆ ನಡೆಸಿ ಮತದಾರರ ಪಟ್ಟಿಯಲ್ಲಿ ಸೇರಿಸಲಾಗುವುದು ಎಂದು ಕರ್ನಾಟಕ ಪಶ್ಚಿಮ ಪದವೀಧರರ ಮತಕ್ಷೇತ್ರದ ಮತದಾರರ ನೋಂದಣಾಧಿಕಾರಿಗಳು ಹಾಗೂ ಪ್ರಾದೇಶಿಕ ಆಯುಕ್ತರಾದ ಕೆ. ಎಮ್. ಜಾನಕಿ ಅವರು ಪ್ರಕಟಣೆಯಲ್ಲಿ ತಿಳಿಸಿದ್ದಾರೆ.: [46, 759, 314, 1276]
- voters-col2: ಆಗ್ನೇಯ ಪದವೀಧರರ ಕ್ಷೇತ್ರದ ಅಂತಿಮ ಮತದಾರರ ಪಟ್ಟಿಯನ್ನು ಪ್ರಕಟಿಸಿ ಸಂಬಂಧ ನಡೆದ ಸಭೆಯ ಅಧ್ಯಕ್ಷತೆ ವಹಿಸಿ ಮಾತನಾಡಿದರು. ಕರ್ನಾಟಕ ಆಗ್ನೇಯ ಪದವೀಧರರ ಕ್ಷೇತ್ರದ ಅಂತಿಮ ಮತದಾರರ ಪಟ್ಟಿಯಲ್ಲಿ ಜಗಳೂರು ಕ್ಷೇತ್ರದಲ್ಲಿ 2215 ಪುರುಷ, 1138 ಮಹಿಳಾ ಮತದಾರರು ಒಟ್ಟು 3353, ಹರಿಹರ ಕ್ಷೇತ್ರದಲ್ಲಿ 3193 ಪುರುಷ, 2501 ಮಹಿಳೆಯರು ಒಟ್ಟು 5694, ದಾವಣಗೆರೆ: [560, 1430, 790, 1552]
- boys-col1: ಧಾರವಾಡ: ಧಾರವಾಡದ ಶ್ರೀ ಎಸ್.ಎ.ಮುತ್ತಣ್ಣ ಸ್ಮಾರಕ ಪೊಲೀಸ್ ಮಕ್ಕಳ ವಸತಿ ಶಾಲೆಯ ವಿದ್ಯಾರ್ಥಿಗಳು ಇತ್ತೀಚೆಗೆ ನಡೆದ ರೈಫಲ್ ಶೂಟಿಂಗ್ ಸ್ಪರ್ಧೆಯಲ್ಲಿ ಉತ್ತಮ ಪ್ರದರ್ಶನ ನೀಡಿ ರಾಷ್ಟ್ರಮಟ್ಟದ 14 ವರ್ಷ ವಯೋಮಿತಿಯ ಬಾಲಕರ ಶೂಟಿಂಗ್ ಚಾಂಪಿಯನ್ ಶಿಪ್ ಪಂದ್ಯಾವಳಿಗೆ ಆಯ್ಕೆಯಾಗಿದ್ದಾರೆ. ಜನವರಿ 5, 2026 ರಿಂದ ಜನವರಿ 9, 2026 ರವರೆಗೆ ಮಧ್ಯಪ್ರದೇಶದ ಭೋಪಾಲ್‌ನಲ್ಲಿ ನಡೆಯುವ ಪಂದ್ಯಾವಳಿಗೆ ಆಯ್ಕೆಯಾಗಿರುತ್ತಾರೆ. ಆಯ್ಕೆಯಾದ ವಿದ್ಯಾರ್ಥಿಗಳು ಪಾಲ್ಗೊಳ್ಳುತ್ತಿದ್ದಾರೆ.: [1066, 1006, 1273, 1182]
- lead-photo: [623, 244, 1204, 500]
- voters-headline: ಪದವೀಧರರ ಕ್ಷೇತ್ರದ ಅಂತಿಮ ಮತದಾರರ ಪಟ್ಟಿ ಪ್ರಕಟ: [397, 1171, 973, 1210]
